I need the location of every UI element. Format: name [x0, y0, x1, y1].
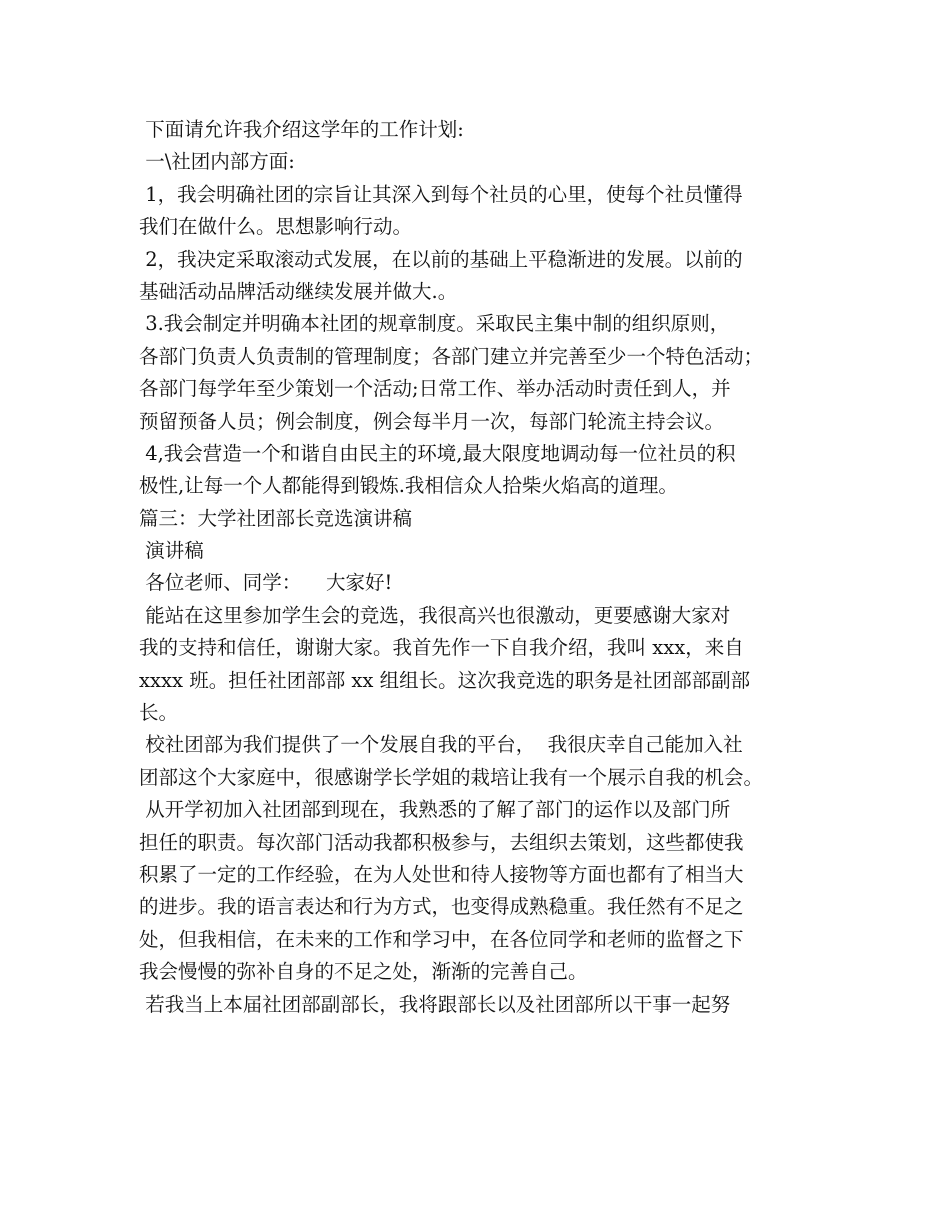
text-line: 极性,让每一个人都能得到锻炼.我相信众人拾柴火焰高的道理。 [139, 474, 678, 498]
text-line: 基础活动品牌活动继续发展并做大.。 [139, 279, 458, 303]
document-body [139, 114, 839, 1021]
text-line: 积累了一定的工作经验，在为人处世和待人接物等方面也都有了相当大 [139, 862, 744, 886]
text-line: 1，我会明确社团的宗旨让其深入到每个社员的心里，使每个社员懂得 [139, 182, 743, 206]
text-line: 4,我会营造一个和谐自由民主的环境,最大限度地调动每一位社员的积 [139, 441, 736, 465]
text-line: 团部这个大家庭中，很感谢学长学姐的栽培让我有一个展示自我的机会。 [139, 765, 764, 789]
text-line: 2，我决定采取滚动式发展，在以前的基础上平稳渐进的发展。以前的 [139, 247, 743, 271]
text-line: 我的支持和信任，谢谢大家。我首先作一下自我介绍，我叫 xxx，来自 [139, 636, 744, 660]
text-line: 的进步。我的语言表达和行为方式，也变得成熟稳重。我任然有不足之 [139, 895, 744, 919]
text-line: 处，但我相信，在未来的工作和学习中，在各位同学和老师的监督之下 [139, 927, 744, 951]
text-line: 长。 [139, 701, 179, 725]
text-line: 预留预备人员；例会制度，例会每半月一次，每部门轮流主持会议。 [139, 409, 725, 433]
text-line: 下面请允许我介绍这学年的工作计划: [139, 118, 464, 141]
text-line: xxxx 班。担任社团部部 xx 组组长。这次我竞选的职务是社团部部副部 [139, 668, 751, 692]
text-line: 篇三：大学社团部长竞选演讲稿 [139, 506, 413, 530]
text-line: 若我当上本届社团部副部长，我将跟部长以及社团部所以干事一起努 [139, 992, 731, 1016]
text-line: 各部门每学年至少策划一个活动;日常工作、举办活动时责任到人，并 [139, 377, 731, 401]
text-line: 我会慢慢的弥补自身的不足之处，渐渐的完善自己。 [139, 960, 588, 984]
text-line: 各位老师、同学： 大家好! [139, 571, 393, 595]
text-line: 担任的职责。每次部门活动我都积极参与，去组织去策划，这些都使我 [139, 830, 744, 854]
text-line: 一\社团内部方面: [139, 150, 295, 174]
text-line: 从开学初加入社团部到现在，我熟悉的了解了部门的运作以及部门所 [139, 798, 731, 822]
text-line: 能站在这里参加学生会的竞选，我很高兴也很激动，更要感谢大家对 [139, 603, 731, 627]
text-line: 3.我会制定并明确本社团的规章制度。采取民主集中制的组织原则， [139, 312, 730, 336]
text-line: 校社团部为我们提供了一个发展自我的平台， 我很庆幸自己能加入社 [139, 733, 743, 757]
text-line: 各部门负责人负责制的管理制度；各部门建立并完善至少一个特色活动； [139, 344, 764, 368]
text-line: 我们在做什么。思想影响行动。 [139, 215, 413, 239]
text-line: 演讲稿 [139, 539, 204, 563]
